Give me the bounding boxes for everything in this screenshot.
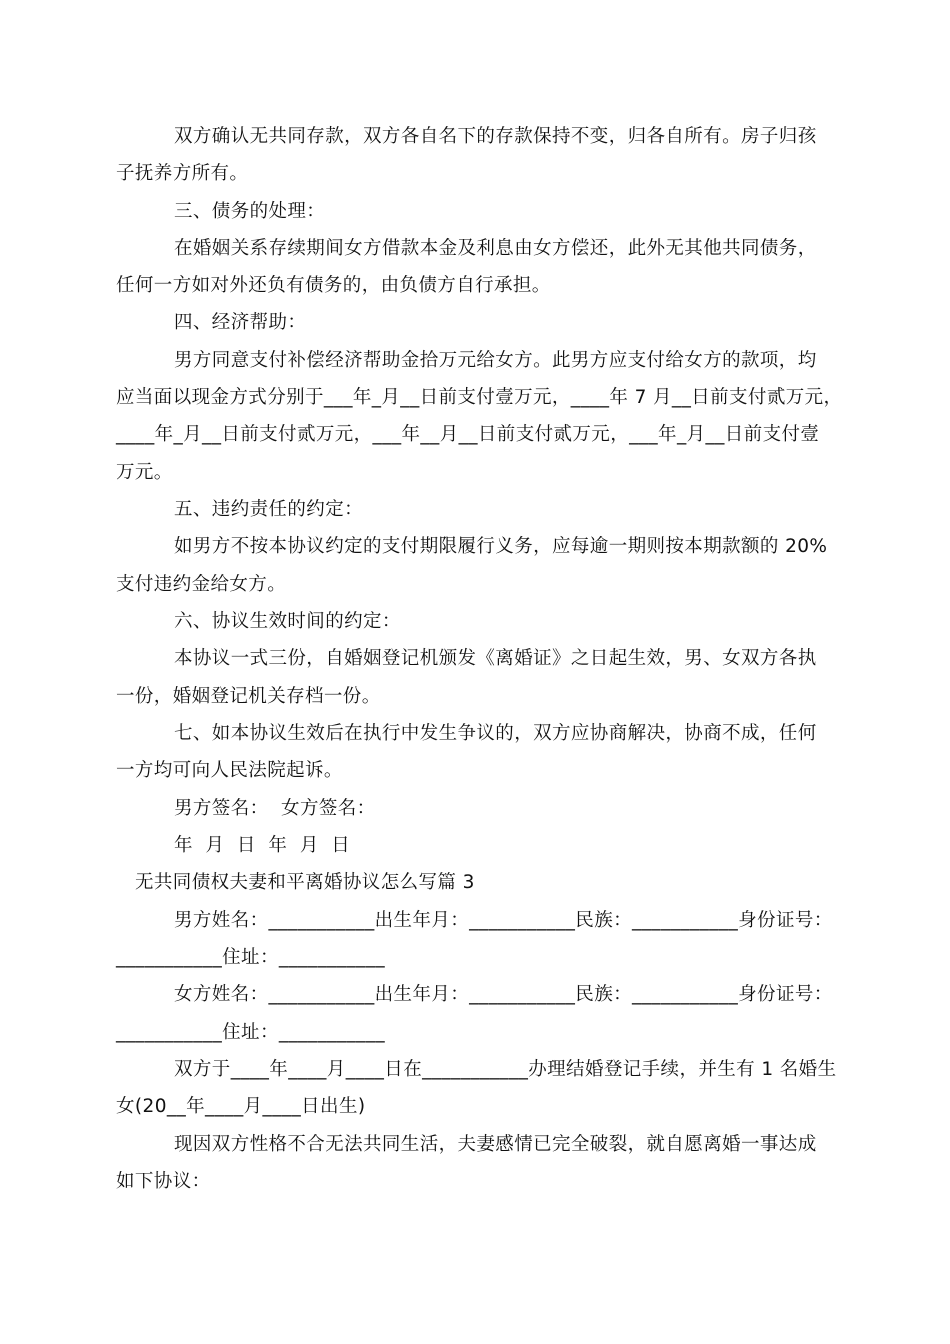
paragraph-deposit-cont: 子抚养方所有。 <box>116 163 249 184</box>
female-address-line: ___________住址：___________ <box>116 1022 386 1043</box>
paragraph-breach: 如男方不按本协议约定的支付期限履行义务，应每逾一期则按本期款额的 20% <box>174 536 828 557</box>
paragraph-economic-help: 男方同意支付补偿经济帮助金拾万元给女方。此男方应支付给女方的款项，均 <box>174 350 817 371</box>
paragraph-economic-help-cont-3: 万元。 <box>116 462 173 483</box>
paragraph-debt-cont: 任何一方如对外还负有债务的，由负债方自行承担。 <box>116 275 551 296</box>
paragraph-reason: 现因双方性格不合无法共同生活，夫妻感情已完全破裂，就自愿离婚一事达成 <box>174 1134 817 1155</box>
paragraph-debt: 在婚姻关系存续期间女方借款本金及利息由女方偿还，此外无其他共同债务， <box>174 238 817 259</box>
paragraph-dispute-cont: 一方均可向人民法院起诉。 <box>116 760 343 781</box>
paragraph-reason-cont: 如下协议： <box>116 1171 211 1192</box>
marriage-registration-cont: 女(20__年____月____日出生) <box>116 1096 366 1117</box>
marriage-registration-line: 双方于____年____月____日在___________办理结婚登记手续，并生有 1 名婚生 <box>174 1059 837 1080</box>
paragraph-deposit: 双方确认无共同存款，双方各自名下的存款保持不变，归各自所有。房子归孩 <box>174 126 817 147</box>
section-heading-economic-help: 四、经济帮助： <box>174 312 307 333</box>
date-line: 年 月 日 年 月 日 <box>174 835 351 856</box>
paragraph-effective-cont: 一份，婚姻登记机关存档一份。 <box>116 686 381 707</box>
section-heading-debt: 三、债务的处理： <box>174 201 326 222</box>
signature-line: 男方签名： 女方签名： <box>174 798 376 819</box>
paragraph-breach-cont: 支付违约金给女方。 <box>116 574 287 595</box>
male-address-line: ___________住址：___________ <box>116 947 386 968</box>
female-info-line: 女方姓名：___________出生年月：___________民族：___________身份证号： <box>174 984 833 1005</box>
section-heading-effective: 六、协议生效时间的约定： <box>174 611 401 632</box>
paragraph-dispute: 七、如本协议生效后在执行中发生争议的，双方应协商解决，协商不成，任何 <box>174 723 817 744</box>
section-heading-breach: 五、违约责任的约定： <box>174 499 364 520</box>
male-info-line: 男方姓名：___________出生年月：___________民族：___________身份证号： <box>174 910 833 931</box>
paragraph-economic-help-cont-1: 应当面以现金方式分别于___年_月__日前支付壹万元，____年 7 月__日前支付贰万元， <box>116 387 843 408</box>
article-title: 无共同债权夫妻和平离婚协议怎么写篇 3 <box>135 872 475 893</box>
paragraph-economic-help-cont-2: ____年_月__日前支付贰万元，___年__月__日前支付贰万元，___年_月__日前支付壹 <box>116 424 820 445</box>
paragraph-effective: 本协议一式三份，自婚姻登记机颁发《离婚证》之日起生效，男、女双方各执 <box>174 648 817 669</box>
